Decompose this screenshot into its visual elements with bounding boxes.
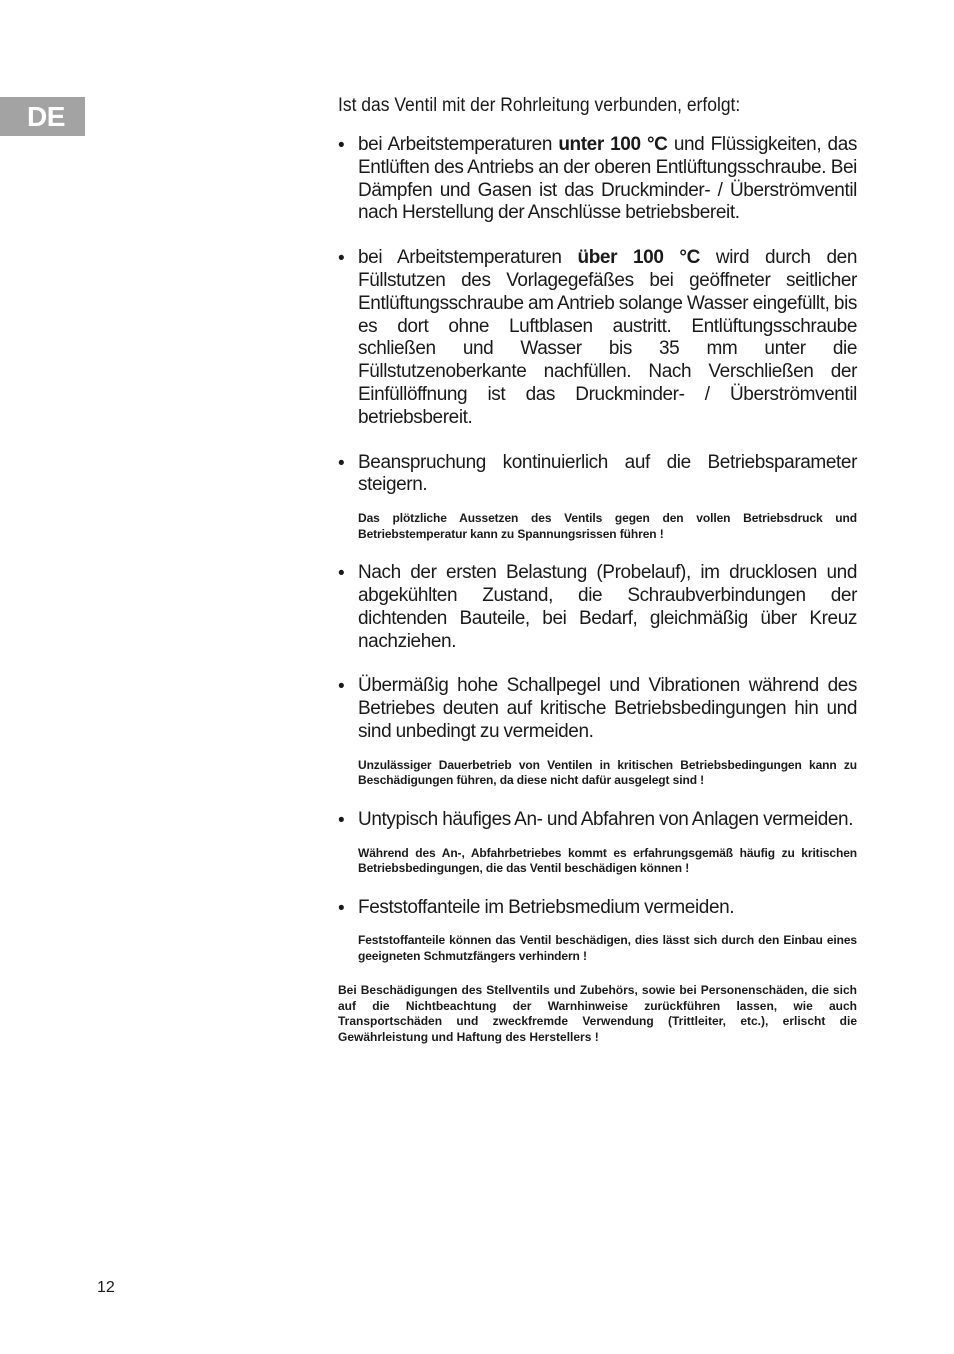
list-item-6 [338, 809, 857, 877]
item-text: bei Arbeitstemperaturen unter 100 °C und Flüssigkeiten, das Entlüften des Antriebs an der oberen Entlüftungsschraube. Bei Dämpfen und Gasen ist das Druckminder- / Überströmventil nach Herstellung der Anschlüsse betriebsbereit. [358, 134, 857, 224]
list-item-4 [338, 562, 857, 653]
item-text: Übermäßig hohe Schallpegel und Vibrationen während des Betriebes deuten auf kritische Betriebsbedingungen hin und sind unbedingt zu vermeiden. [358, 675, 857, 742]
item-text: Feststoffanteile im Betriebsmedium vermeiden. [358, 896, 735, 918]
bullet-icon: • [338, 809, 345, 831]
final-warning: Bei Beschädigungen des Stellventils und Zubehörs, sowie bei Personenschäden, die sich auf die Nichtbeachtung der Warnhinweise zurückführen lassen, wie auch Transportschäden und zweckfremde Verwendung (Trittleiter, etc.), erlischt die Gewährleistung und Haftung des Herstellers ! [338, 983, 857, 1044]
item-text: Beanspruchung kontinuierlich auf die Betriebsparameter steigern. [358, 451, 857, 496]
bullet-icon: • [338, 135, 345, 156]
page-number: 12 [97, 1279, 115, 1296]
list-item-1 [338, 134, 857, 225]
list-item-3 [338, 452, 857, 543]
warning-note: Das plötzliche Aussetzen des Ventils gegen den vollen Betriebsdruck und Betriebstemperatur kann zu Spannungsrissen führen ! [358, 511, 857, 541]
warning-note: Während des An-, Abfahrbetriebes kommt es erfahrungsgemäß häufig zu kritischen Betriebsbedingungen, die das Ventil beschädigen können ! [358, 845, 857, 876]
bullet-icon: • [338, 676, 345, 698]
bullet-icon: • [338, 563, 345, 585]
list-item-5 [338, 675, 857, 788]
language-tab: DE [0, 97, 85, 136]
bullet-icon: • [338, 897, 345, 919]
bullet-icon: • [338, 452, 345, 474]
main-content [338, 94, 857, 1045]
item-text: bei Arbeitstemperaturen über 100 °C wird durch den Füllstutzen des Vorlagegefäßes bei geöffneter seitlicher Entlüftungsschraube am Antrieb solange Wasser eingefüllt, bis es dort ohne Luftblasen austritt. Entlüftungsschraube schließen und Wasser bis 35 mm unter die Füllstutzenoberkante nachfüllen. Nach Verschließen der Einfüllöffnung ist das Druckminder- / Überströmventil betriebsbereit. [358, 247, 857, 428]
item-text: Nach der ersten Belastung (Probelauf), im drucklosen und abgekühlten Zustand, die Schraubverbindungen der dichtenden Bauteile, bei Bedarf, gleichmäßig über Kreuz nachziehen. [358, 562, 857, 652]
warning-note: Feststoffanteile können das Ventil beschädigen, dies lässt sich durch den Einbau eines geeigneten Schmutzfängers verhindern ! [358, 933, 857, 963]
item-text: Untypisch häufiges An- und Abfahren von Anlagen vermeiden. [358, 808, 854, 830]
list-item-2 [338, 247, 857, 429]
list-item-7 [338, 897, 857, 965]
intro-text: Ist das Ventil mit der Rohrleitung verbunden, erfolgt: [338, 95, 741, 116]
bullet-icon: • [338, 248, 345, 270]
warning-note: Unzulässiger Dauerbetrieb von Ventilen in kritischen Betriebsbedingungen kann zu Beschädigungen führen, da diese nicht dafür ausgelegt sind ! [358, 757, 857, 788]
